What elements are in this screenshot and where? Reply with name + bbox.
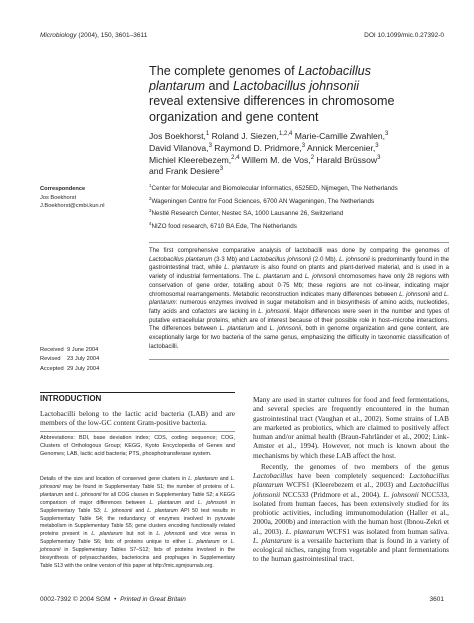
date-value: 9 June 2004 [67,347,99,353]
date-label: Accepted [40,365,64,372]
note-text: L. johnsonii [104,507,133,514]
affil-text: NIZO food research, 6710 BA Ede, The Netherlands [151,222,297,230]
para-text: is a versatile bacterium that is found in a variety of ecological niches, ranging from vegetable and plant fermentations to the human gastrointestinal tract. [253,535,449,564]
affiliation [149,208,449,221]
affiliation [149,221,449,234]
affil-text: Nestlé Research Center, Nestec SA, 1000 Lausanne 26, Switzerland [151,210,344,218]
intro-right-column [253,395,449,615]
affil-text: Center for Molecular and Biomolecular Informatics, 6525ED, Nijmegen, The Netherlands [151,185,398,192]
abstract-text: L. johnsonii [258,309,290,316]
abstract-top-rule [149,242,449,243]
running-head [40,32,444,42]
note-text: may be found in Supplementary Table S1; the number of proteins of [60,483,231,490]
affil-number: 2 [149,195,152,201]
abstract-text: (3·3 Mb) and [212,256,251,263]
note-text: in Supplementary Table S3; [40,499,236,514]
author: Michiel Kleerebezem, [149,154,232,165]
doi: DOI 10.1099/mic.0.27392-0 [364,32,444,39]
title-text: reveal extensive differences in chromosome [149,94,395,109]
note-text: and [217,476,231,482]
abbreviations-note: Abbreviations: BDI, base deviation index; CDS, coding sequence; COG, Clusters of Orthologous Group; KEGG, Kyoto Encyclopedia of Genes and Genomes; LAB, lactic acid bacteria; PTS, phosphotransferase system. [40,435,235,457]
affil-ref: 2 [310,154,315,161]
note-text: L. johnsonii [197,499,227,506]
note-text: L. plantarum [188,476,218,482]
section-heading: INTRODUCTION [40,394,102,403]
abstract-text: Lactobacillus plantarum [149,256,213,263]
intro-paragraph: Lactobacilli belong to the lactic acid bacteria (LAB) and are members of the low-GC content Gram-positive bacteria. [40,409,235,428]
abstract-text: and [290,274,305,281]
note-text: and [63,491,75,498]
abstract-text: chromosomes have only 28 regions with conservation of gene order, totalling about 0·75 Mb; these regions are not co-linear, indicating major chromosomal rearrangements. Metabolic reconstruction indicates many differences between [149,274,450,298]
date-row [40,365,140,374]
note-text: L. plantarum [149,499,182,506]
note-text: L. plantarum [40,483,235,498]
note-text: and [132,507,148,514]
copyright: 0002-7392 © 2004 SGM [40,596,111,603]
affiliations [149,183,449,233]
note-text: Details of the size and location of conserved gene clusters in [40,476,189,482]
intro-paragraph: Many are used in starter cultures for food and feed fermentations, and several species are frequently encountered in the human gastrointestinal tract (Vaughan et al., 2002). Some strains of LAB are marketed as probiotics, which are claimed to positively affect human and/or animal health (Braun-Fahrländer et al., 2002; Link-Amster et al., 1994). However, not much is known about the mechanisms by which these LAB affect the host. [253,395,449,460]
title-text: The complete genomes of [149,64,299,78]
affil-ref: 1 [205,131,210,138]
page-footer [40,596,444,606]
author: Jos Boekhorst, [149,131,206,141]
affil-ref: 2,4 [231,154,240,161]
note-text: L. johnsonii [156,531,186,538]
para-text: L. plantarum [253,535,292,545]
correspondence [40,185,140,211]
para-text: NCC533 (Pridmore et al., 2004). [280,489,384,499]
journal-name: Microbiology [40,32,77,39]
abstract-text: (2·0 Mb). [310,256,340,263]
affil-ref: 3 [375,142,379,149]
affil-ref: 1,2,4 [278,131,293,138]
journal-citation [40,32,147,39]
para-text: NCC533, isolated from human faeces, has been extensively studied for its probiotic activities, including immunomodulation (Haller et al., 2000a, 2000b) and interaction with the human host (Ibnou-Zekri et al., 2003). [253,489,449,536]
note-text: L. johnsonii [40,539,235,554]
author: Annick Mercenier, [305,142,376,153]
date-value: 23 July 2004 [67,356,100,363]
abstract-text: is also found on plants and plant-derived material, and is used in a variety of industrial fermentations. The [149,265,449,281]
para-text: WCFS1 (Kleerebezem et al., 2003) and [283,480,410,490]
title-text: organization and gene content [149,109,319,124]
footnote-rule [40,431,235,432]
author: and Frank Desiere [149,166,220,177]
affil-ref: 3 [377,154,381,161]
affiliation [149,183,449,196]
note-text: for all COG classes in Supplementary Table S2; a KEGG comparison of major differences between [40,491,235,506]
para-text: L. plantarum [285,526,325,536]
para-text: have been completely sequenced: [292,471,410,480]
note-text: in Supplementary Tables S7–S12; lists of proteins involved in the biosynthesis of polysaccharides, bacteriocins and prophages in Supplementary Table S13 with the online version of this paper at http://mic.sgmjournals.org. [40,547,235,569]
note-text: L. johnsonii [75,491,102,498]
author: Marie-Camille Zwahlen, [292,131,385,141]
correspondence-email[interactable]: J.Boekhorst@cmbi.kun.nl [40,203,105,210]
abstract-text: and [254,326,270,333]
footer-copyright: 0002-7392 © 2004 SGM • Printed in Great Britain [40,596,186,603]
para-text: Lactobacillus [253,471,293,480]
abstract-text: L. plantarum [255,274,291,281]
correspondence-name: Jos Boekhorst [40,194,77,201]
abstract-text: The first comprehensive comparative analysis of lactobacilli was done by comparing the genomes of [149,248,449,254]
note-text: L. johnsonii [40,476,235,490]
date-row [40,346,140,355]
abstract-text: : numerous enzymes involved in sugar metabolism and in biosynthesis of amino acids, nucleotides, fatty acids and cofactors are lacking in [149,300,449,316]
affil-ref: 3 [219,166,224,173]
para-text: L. johnsonii [383,489,419,499]
note-text: and [181,499,198,506]
affil-text: Wageningen Centre for Food Sciences, 6700 AN Wageningen, The Netherlands [151,197,375,205]
note-text: L. plantarum [91,531,123,538]
abstract-bottom-rule [149,359,449,360]
abstract-text: L. plantarum [149,291,449,307]
affiliation [149,196,449,209]
article-title [149,64,449,125]
note-text: but not in [122,531,157,538]
affil-ref: 3 [301,142,306,149]
title-text: Lactobacillus [298,64,371,78]
abstract-text: L. plantarum [219,326,255,333]
author: David Vilanova, [149,142,209,153]
date-value: 29 July 2004 [67,365,100,372]
article-dates [40,346,140,374]
date-label: Received [40,347,64,353]
section-rule [40,392,235,393]
intro-paragraph [253,462,449,564]
author: Harald Brüssow [314,154,378,165]
title-text: and [205,79,234,94]
affil-number: 3 [149,208,152,214]
supplementary-note [40,476,235,571]
para-text: Lactobacillus plantarum [253,471,449,490]
note-text: L. plantarum [188,539,220,546]
para-text: Recently, the genomes of two members of the genus [261,461,449,471]
affil-ref: 3 [208,142,212,149]
author: Roland J. Siezen, [209,131,279,141]
abstract-text: . Major differences were seen in the number and types of putative extracellular proteins, which are of interest because of their possible role in host–microbe interactions. The differences between [149,309,449,333]
abstract [149,247,450,350]
correspondence-heading: Correspondence [40,186,86,192]
para-text: WCFS1 was isolated from human saliva. [324,526,450,536]
affil-ref: 3 [385,131,389,138]
abstract-text: L. johnsonii [304,274,336,281]
abstract-text: and [429,291,444,298]
author: Raymond D. Pridmore, [211,142,302,153]
abstract-text: is predominantly found in the gastrointestinal tract, while [149,256,450,272]
abstract-text: , both in genome organization and gene content, are exceptionally large for two bacteria of the same genus, emphasizing the difficulty in taxonomic classification of lactobacilli. [149,326,450,350]
abstract-text: Lactobacillus johnsonii [250,256,311,263]
date-label: Revised [40,356,61,363]
abstract-text: L. johnsonii [269,326,302,333]
abstract-text: L. johnsonii [399,291,430,298]
date-row [40,355,140,364]
affil-number: 1 [149,182,152,188]
note-text: API 50 test results in Supplementary Table S4; the redundancy of enzymes involved in pyruvate metabolism in Supplementary Table S5; gene clusters encoding functionally related proteins present in [40,507,235,538]
title-text: Lactobacillus johnsonii [233,79,360,94]
author-list [149,131,449,178]
note-text: or [219,539,231,546]
page-number: 3601 [429,596,444,603]
author: Willem M. de Vos, [239,154,311,165]
abstract-text: L. johnsonii [339,256,370,263]
abstract-text: L. plantarum [224,265,259,272]
citation: (2004), 150, 3601–3611 [78,32,148,39]
para-text: Lactobacillus johnsonii [253,480,449,499]
note-text: L. plantarum [147,507,178,514]
printed-in: Printed in Great Britain [120,596,186,603]
note-text: and vice versa in Supplementary Table S6; lists of proteins unique to either [40,531,236,546]
title-text: plantarum [149,79,206,94]
affil-number: 4 [149,220,152,226]
